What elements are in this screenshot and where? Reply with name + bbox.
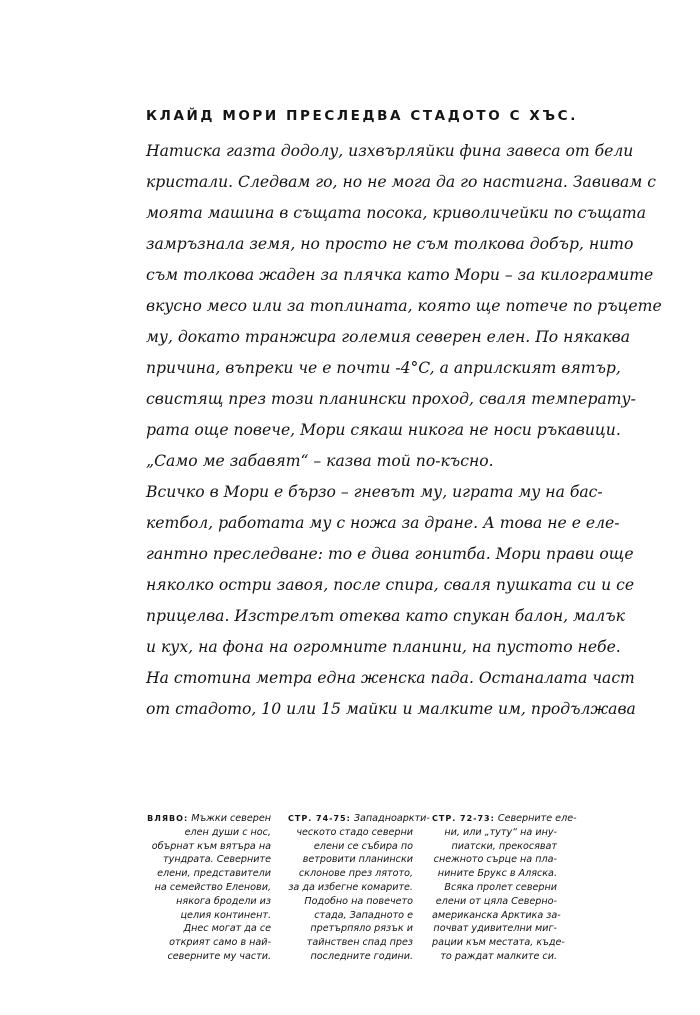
caption-line: за да избегне комарите. [288,881,413,893]
caption-line: ни, или „туту“ на ину- [444,826,557,838]
caption-line: ческото стадо северни [296,826,413,838]
text-line: „Само ме забавят“ – казва той по-късно. [146,452,494,470]
caption-line: обърнат към вятъра на [151,840,271,852]
caption-line: Подобно на повечето [304,895,413,907]
photo-caption [288,812,430,964]
text-line: На стотина метра една женска пада. Останалата част [146,669,635,687]
text-line: няколко остри завоя, после спира, сваля пушката си и се [146,576,635,594]
text-line: съм толкова жаден за плячка като Мори – за килограмите [146,266,654,284]
caption-line: елен души с нос, [184,826,271,838]
text-line: причина, въпреки че е почти -4°C, а априлският вятър, [146,359,621,377]
text-line: кристали. Следвам го, но не мога да го настигна. Завивам с [146,173,656,191]
text-line: свистящ през този планински проход, сваля температу- [146,390,636,408]
caption-line: стада, Западното е [314,909,413,921]
body-paragraph [146,136,662,477]
caption-lead: СТР. 72-73: [432,814,495,823]
text-line: моята машина в същата посока, криволичейки по същата [146,204,646,222]
text-line: от стадото, 10 или 15 майки и малките им, продължава [146,700,636,718]
text-line: гантно преследване: то е дива гонитба. Мори прави още [146,545,634,563]
text-line: Натиска газта додолу, изхвърляйки фина завеса от бели [146,142,634,160]
article-body [146,136,662,725]
text-line: прицелва. Изстрелът отеква като спукан балон, малък [146,607,625,625]
caption-line: склонове през лятото, [298,868,413,880]
section-heading: КЛАЙД МОРИ ПРЕСЛЕДВА СТАДОТО С ХЪС. [146,108,578,124]
caption-line: тундрата. Северните [163,854,271,866]
caption-line [432,812,577,826]
text-line: му, докато транжира големия северен елен. По някаква [146,328,631,346]
caption-line: елени от цяла Северно- [435,895,557,907]
text-line: замръзнала земя, но просто не съм толкова добър, нито [146,235,634,253]
caption-line: елени се събира по [313,840,413,852]
text-line: рата още повече, Мори сякаш никога не носи ръкавици. [146,421,621,439]
caption-line: на семейство Еленови, [154,881,271,893]
caption-line: ветровити планински [302,854,413,866]
caption-line: пиатски, прекосяват [451,840,557,852]
caption-line: някога бродели из [176,895,271,907]
caption-lead: СТР. 74-75: [288,814,351,823]
caption-line: северните му части. [167,950,271,962]
caption-lead: ВЛЯВО: [147,814,189,823]
text-line: вкусно месо или за топлината, която ще потече по ръцете [146,297,662,315]
caption-line: рации към местата, къде- [432,937,565,949]
caption-line: открият само в най- [169,937,271,949]
caption-line: снежното сърце на пла- [433,854,557,866]
caption-line: елени, представители [157,868,271,880]
caption-text: Мъжки северен [191,813,271,824]
text-line: кетбол, работата му с ножа за дране. А това не е еле- [146,514,620,532]
photo-caption [146,812,271,964]
caption-line: последните години. [310,950,413,962]
caption-line: целия континент. [180,909,271,921]
caption-line: почват удивителни миг- [433,923,557,935]
caption-line: американска Арктика за- [432,909,561,921]
text-line: и кух, на фона на огромните планини, на пустото небе. [146,638,621,656]
caption-line [146,812,271,826]
photo-caption [432,812,577,964]
caption-text: Западноаркти- [353,813,430,824]
text-line: Всичко в Мори е бързо – гневът му, играта му на бас- [146,483,603,501]
caption-line: нините Брукс в Аляска. [437,868,557,880]
caption-line: Всяка пролет северни [444,881,557,893]
caption-line [288,812,430,826]
caption-line: Днес могат да се [183,923,271,935]
caption-line: то раждат малките си. [440,950,557,962]
body-paragraph [146,477,636,725]
caption-line: тайнствен спад през [306,937,413,949]
caption-text: Северните еле- [497,813,577,824]
captions [146,812,577,962]
caption-line: претърпяло рязък и [310,923,413,935]
